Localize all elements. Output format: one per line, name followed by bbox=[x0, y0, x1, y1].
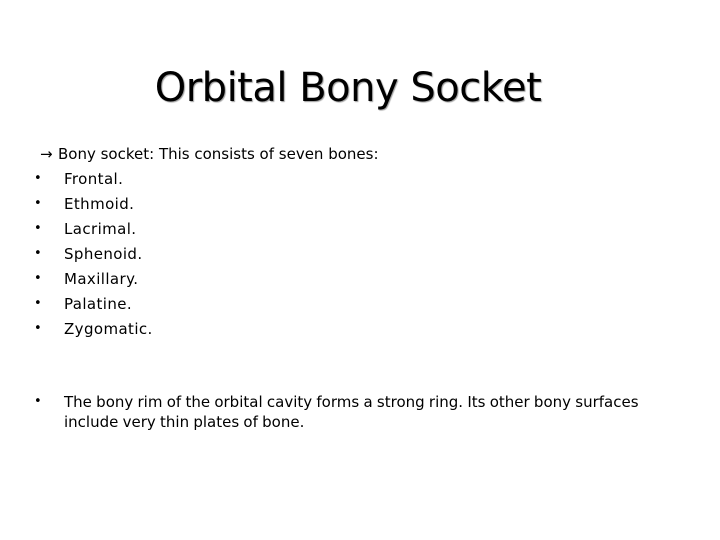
bones-list bbox=[34, 166, 153, 341]
list-item bbox=[34, 316, 153, 341]
list-item bbox=[34, 241, 153, 266]
bullet-dot-icon: • bbox=[34, 171, 43, 186]
bone-name: Palatine. bbox=[64, 294, 133, 313]
note-text: The bony rim of the orbital cavity forms a strong ring. Its other bony surfaces include very thin plates of bone. bbox=[64, 393, 639, 431]
list-item bbox=[34, 216, 153, 241]
bone-name: Maxillary. bbox=[64, 269, 139, 288]
bullet-dot-icon: • bbox=[34, 246, 43, 261]
bone-name: Zygomatic. bbox=[64, 319, 153, 338]
note-item bbox=[34, 392, 674, 432]
bone-name: Lacrimal. bbox=[64, 219, 137, 238]
slide-title: Orbital Bony Socket bbox=[154, 65, 542, 111]
bullet-dot-icon: • bbox=[34, 271, 43, 286]
intro-line bbox=[40, 143, 379, 165]
bullet-dot-icon: • bbox=[34, 321, 43, 336]
bone-name: Frontal. bbox=[64, 169, 124, 188]
list-item bbox=[34, 291, 153, 316]
bullet-dot-icon: • bbox=[34, 296, 43, 311]
bullet-dot-icon: • bbox=[34, 394, 42, 409]
list-item bbox=[34, 266, 153, 291]
arrow-right-icon: → bbox=[40, 145, 53, 163]
list-item bbox=[34, 191, 153, 216]
intro-text: Bony socket: This consists of seven bones: bbox=[58, 145, 379, 163]
bullet-dot-icon: • bbox=[34, 221, 43, 236]
bullet-dot-icon: • bbox=[34, 196, 43, 211]
list-item bbox=[34, 166, 153, 191]
bone-name: Sphenoid. bbox=[64, 244, 143, 263]
bone-name: Ethmoid. bbox=[64, 194, 135, 213]
